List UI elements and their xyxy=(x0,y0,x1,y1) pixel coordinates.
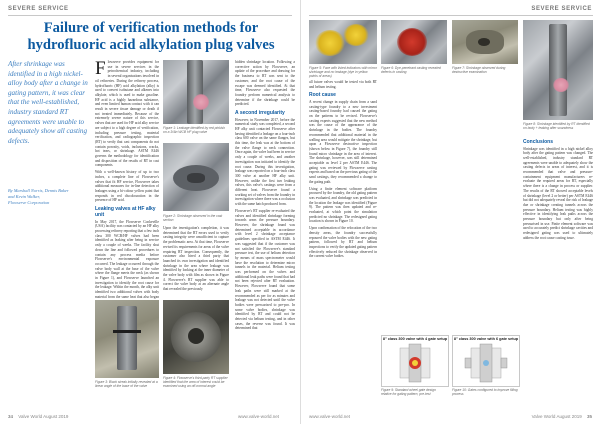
hot-spot xyxy=(412,360,418,366)
subhead-leaking-valves: Leaking valves at HF alky unit xyxy=(95,206,156,219)
bore-center-shape xyxy=(188,328,204,344)
filled-zone xyxy=(483,360,489,366)
publication-name: Valve World August 2019 xyxy=(531,414,582,419)
dye-yellow-spot xyxy=(315,30,345,56)
paragraph: Using a finite element software platform procured by the foundry, the old gating pattern was evaluated, and shrinkage was predicted in the location the leakage was identified (Figure 9). The pattern was then updated and re-evaluated, at which point the simulation predicted no shrinkage. The redesigned gating location is shown in Figure 10. xyxy=(309,186,377,224)
intro-paragraph xyxy=(95,60,159,168)
figure-5-caption: Figure 5: Face with listed indicators with mirror shrinkage and no leakage (dye in yellow points of areas) xyxy=(309,66,377,79)
paragraph: all future valves would be tested via both RT and helium testing. xyxy=(309,80,377,89)
figure-10-graph xyxy=(452,335,520,387)
paragraph: Upon the investigation's completion, it was determined that the RT errors used to verify casting integrity were unsufficient to capture the problematic area. At that time, Flowserve revised its requirements for areas of the valve requiring RT inspection. Consequently, the customer also hired a third party that launched its own investigation and identified shrinkage in the area where leakage was identified by looking at the inner diameter of the valve body with film as shown in Figure 4. Flowserve's RT supplier was able to correct the valve body at an alternate angle that revealed the previously xyxy=(163,226,229,292)
figure-7-caption: Figure 7: Shrinkage observed during destructive examination xyxy=(452,66,506,75)
publication-name: Valve World August 2019 xyxy=(18,414,69,419)
page-number: 35 xyxy=(586,414,592,419)
footer-left xyxy=(8,414,68,419)
figure-3-photo xyxy=(95,300,159,378)
paragraph: A recent change in supply chain from a sand casting-type foundry to a new investment casting-based foundry had caused the gating on the patterns to be revised. Flowserve's casting experts suggested that the new method was the cause of the appearance of the shrinkage in the bodies. The foundry recommended that additional material in the walling area would mitigate the shrinkage, but upon a Flowserve destructive inspection (shown below in Figure 7), the foundry still found micro shrinkage in the area of interest. The shrinkage, however, was still determined acceptable as level 2 per ASTM E446. The gating was reviewed by Flowserve casting experts and based on the previous gating of the sand castings, they recommended a change to the gating path. xyxy=(309,99,377,184)
figure-9-caption: Figure 9: Standard wheel gate design relative for gating pattern, pre-test xyxy=(381,388,436,397)
figure-2-caption: Figure 2: Shrinkage observed in the cast section xyxy=(163,214,223,223)
subhead-conclusions: Conclusions xyxy=(523,139,554,145)
figure-4-photo xyxy=(163,300,229,374)
figure-4-caption: Figure 4: Flowserve's third-party RT supplier identified that the area of interest could be examined using an off-normal angle xyxy=(163,376,228,389)
valve-body-shape xyxy=(117,306,137,370)
section-rule-right xyxy=(309,15,593,16)
figure-5-photo xyxy=(309,20,377,64)
side-gate xyxy=(501,358,507,368)
byline-line: and Kevin Walker, xyxy=(8,193,40,199)
section-tag-left: SEVERE SERVICE xyxy=(8,6,69,12)
leak-indicator-spot xyxy=(193,94,209,110)
dye-red-spot xyxy=(397,28,427,56)
section-tag-right: SEVERE SERVICE xyxy=(531,6,592,12)
micro-shrinkage-shape xyxy=(478,38,490,46)
paragraph: However, in November 2017, before the numerical study was completed, a second HF alky unit contacted Flowserve after having identified a leakage on a four-inch class 600 valve on the same flanges, but this time, the leak was at the bottom of the valve flange to neck connection. Once again, the valve had been in service only a couple of weeks, and another investigation was initiated to identify the root cause. During this investigation, leakage was reported on a four-inch class 300 valve at another HF alky unit. However, unlike the first two leaking valves, this valve's castings were from a different heat. Flowserve found a working set of valves from the foundry in investigation where there was a occlusion with the same batch produced from. xyxy=(235,117,295,207)
paragraph: In May 2017, the Flowserve Cookeville (USA) facility was contacted by an HF alky processing refinery reporting that a few inch class 300 WCB/HF valves had been identified as leaking after being in service only a couple of weeks. The facility shut down the line and followed procedures to contain any process media before Flowserve's environmental exposure occurred. The leakage occurred through the valve body wall at the base of the valve where the flange meets the neck (as shown in Figure 1), and Flowserve launched an investigation to identify the root cause for the leakage. Within the month, the alky unit identified two additional valves with body material from the same heat that also began xyxy=(95,219,159,299)
section-rule-left xyxy=(8,15,292,16)
figure-1-caption: Figure 1: Leakage identified by red pinkish on a 3/4in WCB HF plug valve xyxy=(163,126,225,135)
article-headline: Failure of verification methods for hydrofluoric acid alkylation plug valves xyxy=(27,20,275,53)
intro-text: lowserve provides equipment for use in severe services in the petrochemical industry, including in several organisations involved in oil refineries. During the refinery process, hydrofluoric (HF) acid alkylation (alky) is used to convert isobutane and alkenes into alkylate, which is used to make gasoline. HF acid is a highly hazardous substance, and even limited human contact with it can result in severe tissue damage or death if not treated immediately. Because of the extremely severe nature of this service, valves that are used for HF acid alky service are subject to a high degree of verification, including pressure testing, material verification, and radiographic inspection (RT) to verify that cast components do not contain porosity, voids, inclusions, cracks, hot tears, or shrinkage. ASTM E446 governs the methodology for identification and disposition of the results of RT in cast components. xyxy=(95,60,159,168)
figure-3-caption: Figure 3: Black streak initially revealed at a linear angle of the base of the valve xyxy=(95,380,158,389)
byline xyxy=(8,188,90,205)
figure-8-photo xyxy=(523,20,593,120)
footer-url-right: www.valve-world.net xyxy=(309,414,351,419)
figure-9-graph xyxy=(381,335,449,387)
paragraph: Flowserve's RT supplier re-evaluated the valves and identified shrinkage forming towards areas the pressure boundary. However, the shrinkage found was determined acceptable in accordance with level 2 shrinkage acceptance guidelines specified in ASTM E446. It was suggested that if the customer was not satisfied the Flowserve's standard pressure test, the use of helium detection by means of mass spectrometer would have the resolution to determine micro tunnels in the material. Helium testing was performed on the valves and additional leak paths were found that had not been rejected after RT evaluation. However, Flowserve found that some leak paths were still marked at the recommended as per for as minutes and leakage was not detected until the valve bodies were pressurised to pre-pro. In some valve bodies, shrinkage was identified by RT and could not be detected via helium testing, and in other cases, the reverse was found. It was determined that xyxy=(235,208,295,331)
byline-line: By Marshall Norris, Dennis Baker xyxy=(8,188,69,193)
body-column-5 xyxy=(523,136,593,346)
graph-title: 8" class 300 valve with 4 gate setup xyxy=(382,337,448,341)
subhead-root-cause: Root cause xyxy=(309,92,336,99)
figure-6-photo xyxy=(381,20,447,64)
paragraph: hidden shrinkage location. Following a corrective action by Flowserve, an update of the procedure and drawing for the business to RT was sent to the customer, and the root cause of the escape was deemed identified. At that time, Flowserve also requested the foundry perform numerical analysis to determine if the shrinkage could be predicted. xyxy=(235,60,295,107)
leak-indicator-spot xyxy=(553,78,569,92)
footer-right xyxy=(532,414,592,419)
right-page xyxy=(300,0,600,424)
side-gate xyxy=(465,358,471,368)
body-column-4 xyxy=(309,80,377,338)
paragraph: With a well-known history of up to two inches, a complete line of Flowserve's valves that fit HF service, Flowserve takes additional measures for in-line detection of leakages using a bi-colour yellow paint that responds in red discolouration in the presence of HF acid. xyxy=(95,170,159,203)
shrinkage-cavity-shape xyxy=(187,173,205,183)
byline-line: Flowserve Corporation xyxy=(8,199,50,205)
gating-simulation-4-gate xyxy=(382,336,448,386)
subhead-second-irregularity: A second irregularity xyxy=(235,110,285,117)
figure-10-caption: Figure 10: Gates configured to improve filling process xyxy=(452,388,518,397)
valve-stem-shape xyxy=(549,24,567,116)
paragraph: Shrinkage was identified in a high nickel alloy body after the gating pattern was changed. The well-established, industry standard RT agreements were unable to adequately show the casting defects in areas of interest, and it is recommended that valve and pressure-containment equipment manufacturers re-evaluate the required areas for RT, especially where there is a change in process or supplier. The results of the RT showed acceptable levels of shrinkage (level 2 or better) per ASTM E446 but did not adequately reveal the risk of leakage due or shrinkage creating tunnels across the pressure boundary. Helium testing was highly effective in identifying leak paths across the pressure boundary but only after being pressurised in use. Finite element software was used to accurately predict shrinkage cavities and redesigned gating was used to ultimately address the root cause casting issue. xyxy=(523,146,593,240)
figure-6-caption: Figure 6: Dye-penetrant casting revealed defects in casting xyxy=(381,66,441,75)
figure-2-photo xyxy=(163,143,229,211)
gating-simulation-6-gate xyxy=(453,336,519,386)
figure-8-caption: Figure 8: Shrinkage identified by RT identified on body + leaking after soundness xyxy=(523,122,590,131)
standfirst: After shrinkage was identified in a high nickel-alloy body after a change in gating pattern, it was clear that the well-established, industry standard RT agreements were unable to adequately show all casting defects. xyxy=(8,60,88,145)
black-streak-shape xyxy=(113,330,141,333)
paragraph: Upon confirmation of the relocation of the two density areas, the foundry successfully repoured the valve bodies with the new gating pattern, followed by RT and helium inspections to verify the updated gating pattern effectively reduced the shrinkage observed in the current valve bodies. xyxy=(309,226,377,259)
page-number: 34 xyxy=(8,414,14,419)
dye-yellow-spot xyxy=(343,24,369,46)
graph-title: 8" class 300 valve with 6 gate setup xyxy=(453,337,519,341)
valve-stem-shape xyxy=(187,60,203,124)
figure-1-photo xyxy=(163,60,229,124)
footer-url-left: www.valve-world.net xyxy=(238,414,280,419)
figure-7-photo xyxy=(452,20,518,64)
dropcap: F xyxy=(95,60,106,79)
body-column-3 xyxy=(235,60,295,410)
